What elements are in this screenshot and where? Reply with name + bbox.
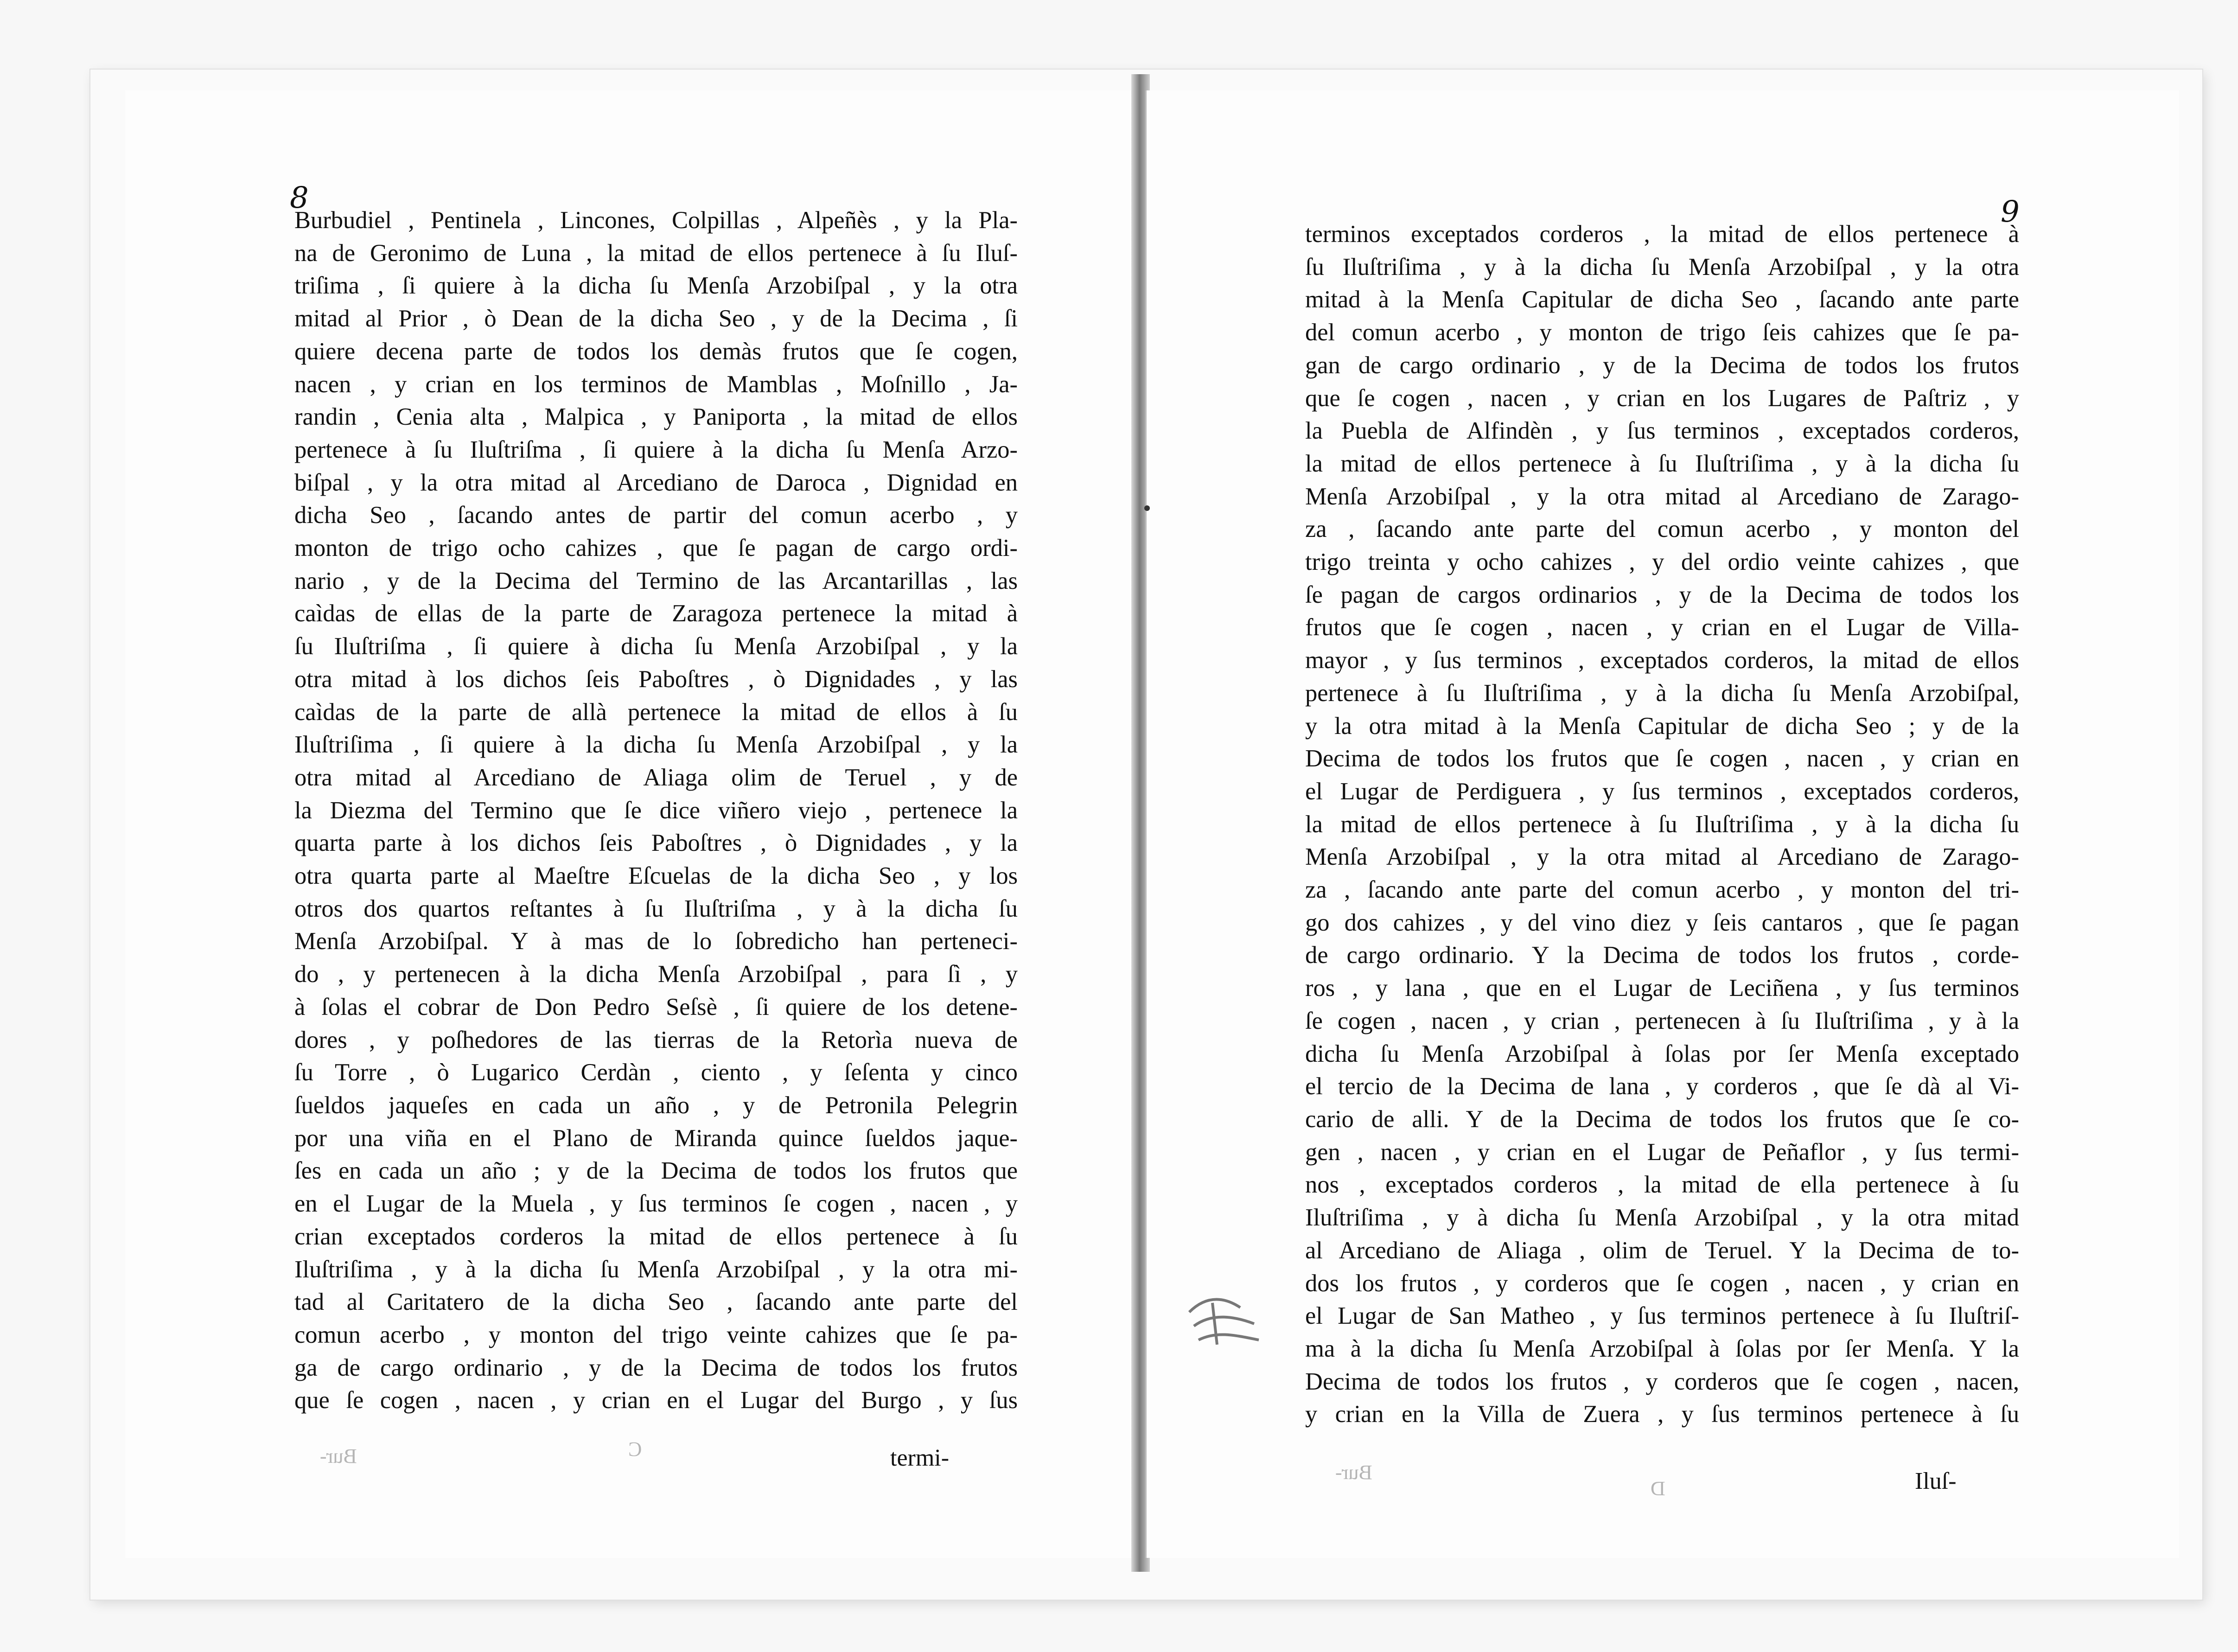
text-line: crian exceptados corderos la mitad de ellos pertenece à ſu [294, 1223, 1018, 1250]
text-line: la mitad de ellos pertenece à ſu Iluſtriſima , y à la dicha ſu [1305, 810, 2019, 838]
bleed-through-text: Bur- [1335, 1461, 1372, 1484]
bleed-through-text: Bur- [320, 1445, 357, 1467]
text-line: quiere decena parte de todos los demàs frutos que ſe cogen, [294, 338, 1018, 365]
text-line: por una viña en el Plano de Miranda quince ſueldos jaque- [294, 1124, 1018, 1152]
text-line: Menſa Arzobiſpal , y la otra mitad al Arcediano de Zarago- [1305, 483, 2019, 510]
text-line: za , ſacando ante parte del comun acerbo , y monton del [1305, 516, 2019, 543]
text-line: cario de alli. Y de la Decima de todos los frutos que ſe co- [1305, 1105, 2019, 1133]
text-line: Iluſtriſima , y à dicha ſu Menſa Arzobiſpal , y la otra mitad [1305, 1204, 2019, 1231]
left-page-text [294, 204, 1018, 1417]
bleed-through-text: D [1651, 1477, 1665, 1500]
bleed-through-text: C [628, 1438, 642, 1461]
text-line: Menſa Arzobiſpal. Y à mas de lo ſobredicho han perteneci- [294, 928, 1018, 955]
text-line: comun acerbo , y monton del trigo veinte cahizes que ſe pa- [294, 1321, 1018, 1348]
text-line: caìdas de ellas de la parte de Zaragoza pertenece la mitad à [294, 600, 1018, 627]
text-line: do , y pertenecen à la dicha Menſa Arzobiſpal , para ſì , y [294, 961, 1018, 988]
text-line: en el Lugar de la Muela , y ſus terminos ſe cogen , nacen , y [294, 1190, 1018, 1218]
text-line: el Lugar de Perdiguera , y ſus terminos , exceptados corderos, [1305, 778, 2019, 805]
text-line: nos , exceptados corderos , la mitad de ella pertenece à ſu [1305, 1171, 2019, 1199]
right-page-text [1305, 218, 2019, 1431]
text-line: randin , Cenia alta , Malpica , y Paniporta , la mitad de ellos [294, 403, 1018, 431]
text-line: la Diezma del Termino que ſe dice viñero viejo , pertenece la [294, 797, 1018, 824]
text-line: nacen , y crian en los terminos de Mamblas , Moſnillo , Ja- [294, 370, 1018, 398]
manuscript-flourish-icon [1185, 1284, 1263, 1363]
text-line: mayor , y ſus terminos , exceptados corderos, la mitad de ellos [1305, 647, 2019, 674]
text-line: el tercio de la Decima de lana , y corderos , que ſe dà al Vi- [1305, 1073, 2019, 1100]
text-line: pertenece à ſu Iluſtriſima , y à la dicha ſu Menſa Arzobiſpal, [1305, 679, 2019, 707]
text-line: mitad al Prior , ò Dean de la dicha Seo , y de la Decima , ſi [294, 305, 1018, 332]
text-line: de cargo ordinario. Y la Decima de todos los frutos , corde- [1305, 942, 2019, 969]
text-line: la Puebla de Alfindèn , y ſus terminos , exceptados corderos, [1305, 417, 2019, 445]
text-line: otra mitad à los dichos ſeis Paboſtres , ò Dignidades , y las [294, 665, 1018, 693]
text-line: gan de cargo ordinario , y de la Decima de todos los frutos [1305, 351, 2019, 379]
text-line: Menſa Arzobiſpal , y la otra mitad al Arcediano de Zarago- [1305, 843, 2019, 871]
text-line: Decima de todos los frutos que ſe cogen , nacen , y crian en [1305, 745, 2019, 772]
left-catchword: termi- [890, 1445, 950, 1471]
text-line: que ſe cogen , nacen , y crian en los Lugares de Paſtriz , y [1305, 384, 2019, 412]
text-line: na de Geronimo de Luna , la mitad de ellos pertenece à ſu Iluſ- [294, 239, 1018, 267]
text-line: trigo treinta y ocho cahizes , y del ordio veinte cahizes , que [1305, 549, 2019, 576]
ink-spot [1144, 505, 1150, 511]
text-line: Iluſtriſima , ſi quiere à la dicha ſu Menſa Arzobiſpal , y la [294, 731, 1018, 759]
text-line: el Lugar de San Matheo , y ſus terminos pertenece à ſu Iluſtriſ- [1305, 1302, 2019, 1330]
right-catchword: Iluſ- [1915, 1468, 1957, 1494]
text-line: que ſe cogen , nacen , y crian en el Lugar del Burgo , y ſus [294, 1387, 1018, 1414]
text-line: la mitad de ellos pertenece à ſu Iluſtriſima , y à la dicha ſu [1305, 450, 2019, 477]
text-line: ſes en cada un año ; y de la Decima de todos los frutos que [294, 1157, 1018, 1185]
text-line: biſpal , y la otra mitad al Arcediano de Daroca , Dignidad en [294, 469, 1018, 496]
text-line: ſu Iluſtriſima , y à la dicha ſu Menſa Arzobiſpal , y la otra [1305, 253, 2019, 281]
text-line: y crian en la Villa de Zuera , y ſus terminos pertenece à ſu [1305, 1401, 2019, 1428]
right-page-number: 9 [2001, 195, 2020, 229]
text-line: ſu Torre , ò Lugarico Cerdàn , ciento , y ſeſenta y cinco [294, 1059, 1018, 1086]
text-line: otra mitad al Arcediano de Aliaga olim de Teruel , y de [294, 764, 1018, 791]
text-line: dicha ſu Menſa Arzobiſpal à ſolas por ſer Menſa exceptado [1305, 1040, 2019, 1067]
text-line: otra quarta parte al Maeſtre Eſcuelas de la dicha Seo , y los [294, 862, 1018, 890]
text-line: otros dos quartos reſtantes à ſu Iluſtriſma , y à la dicha ſu [294, 895, 1018, 922]
text-line: ſueldos jaqueſes en cada un año , y de Petronila Pelegrin [294, 1091, 1018, 1119]
text-line: za , ſacando ante parte del comun acerbo , y monton del tri- [1305, 876, 2019, 904]
text-line: gen , nacen , y crian en el Lugar de Peñaflor , y ſus termi- [1305, 1138, 2019, 1166]
text-line: frutos que ſe cogen , nacen , y crian en el Lugar de Villa- [1305, 614, 2019, 641]
text-line: ros , y lana , que en el Lugar de Leciñena , y ſus terminos [1305, 975, 2019, 1002]
text-line: quarta parte à los dichos ſeis Paboſtres , ò Dignidades , y la [294, 829, 1018, 857]
text-line: dores , y poſhedores de las tierras de la Retorìa nueva de [294, 1026, 1018, 1053]
text-line: ſe pagan de cargos ordinarios , y de la Decima de todos los [1305, 581, 2019, 608]
text-line: ſe cogen , nacen , y crian , pertenecen à ſu Iluſtriſima , y à la [1305, 1007, 2019, 1034]
text-line: ſu Iluſtriſma , ſi quiere à dicha ſu Menſa Arzobiſpal , y la [294, 633, 1018, 660]
text-line: al Arcediano de Aliaga , olim de Teruel. Y la Decima de to- [1305, 1237, 2019, 1264]
text-line: y la otra mitad à la Menſa Capitular de dicha Seo ; y de la [1305, 712, 2019, 740]
text-line: dicha Seo , ſacando antes de partir del comun acerbo , y [294, 502, 1018, 529]
text-line: Decima de todos los frutos , y corderos que ſe cogen , nacen, [1305, 1368, 2019, 1395]
text-line: Burbudiel , Pentinela , Lincones, Colpillas , Alpeñès , y la Pla- [294, 207, 1018, 234]
text-line: nario , y de la Decima del Termino de las Arcantarillas , las [294, 567, 1018, 594]
left-page-number: 8 [290, 181, 309, 215]
text-line: pertenece à ſu Iluſtriſma , ſi quiere à la dicha ſu Menſa Arzo- [294, 436, 1018, 463]
text-line: mitad à la Menſa Capitular de dicha Seo , ſacando ante parte [1305, 286, 2019, 313]
text-line: triſima , ſi quiere à la dicha ſu Menſa Arzobiſpal , y la otra [294, 272, 1018, 300]
text-line: tad al Caritatero de la dicha Seo , ſacando ante parte del [294, 1288, 1018, 1316]
text-line: à ſolas el cobrar de Don Pedro Seſsè , ſi quiere de los detene- [294, 993, 1018, 1021]
text-line: terminos exceptados corderos , la mitad de ellos pertenece à [1305, 221, 2019, 248]
text-line: ma à la dicha ſu Menſa Arzobiſpal à ſolas por ſer Menſa. Y la [1305, 1335, 2019, 1362]
text-line: go dos cahizes , y del vino diez y ſeis cantaros , que ſe pagan [1305, 909, 2019, 936]
text-line: caìdas de la parte de allà pertenece la mitad de ellos à ſu [294, 698, 1018, 726]
text-line: del comun acerbo , y monton de trigo ſeis cahizes que ſe pa- [1305, 319, 2019, 346]
text-line: monton de trigo ocho cahizes , que ſe pagan de cargo ordi- [294, 535, 1018, 562]
text-line: ga de cargo ordinario , y de la Decima de todos los frutos [294, 1354, 1018, 1381]
text-line: Iluſtriſima , y à la dicha ſu Menſa Arzobiſpal , y la otra mi- [294, 1256, 1018, 1283]
text-line: dos los frutos , y corderos que ſe cogen , nacen , y crian en [1305, 1269, 2019, 1297]
